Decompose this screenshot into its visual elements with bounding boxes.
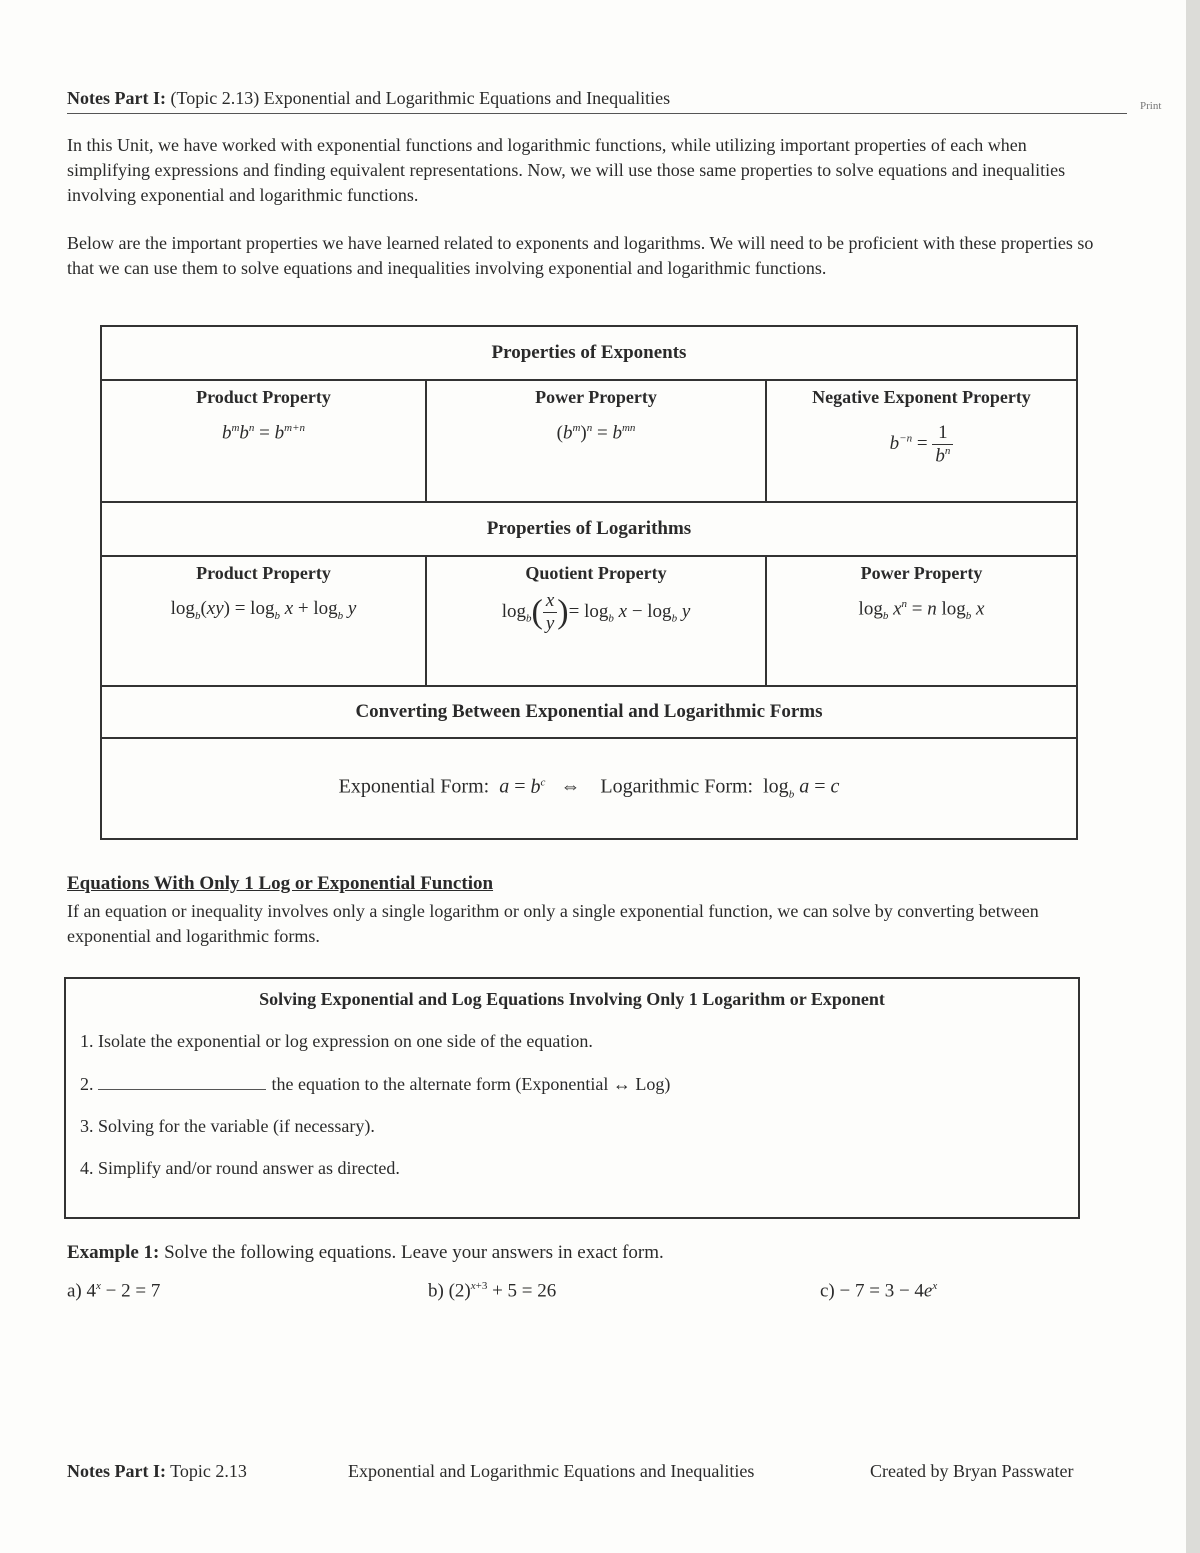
log-product-title: Product Property	[196, 563, 331, 583]
example-b-label: b)	[428, 1280, 444, 1302]
step-2-num: 2.	[80, 1074, 94, 1094]
example-a-label: a)	[67, 1280, 82, 1302]
log-product-cell	[101, 556, 426, 686]
intro-paragraph-1: In this Unit, we have worked with exponential functions and logarithmic functions, while utilizing important properties of each when simplifying expressions and finding equivalent representations. Now, we will use those same properties to solve equations and inequalities involving exponential and logarithmic functions.	[67, 135, 1066, 205]
step-1: 1. Isolate the exponential or log expression on one side of the equation.	[80, 1031, 593, 1051]
steps-box	[64, 977, 1080, 1219]
exp-power-title: Power Property	[535, 387, 657, 407]
step-2	[80, 1074, 670, 1095]
example-heading	[67, 1240, 1112, 1265]
header-rest: (Topic 2.13) Exponential and Logarithmic Equations and Inequalities	[165, 88, 671, 108]
log-header: Properties of Logarithms	[101, 502, 1077, 556]
log-quotient-formula: $\log_b$( $\frac{x}{y}$ )= $\log_b x - \log_b y$	[501, 590, 691, 634]
step-4: 4. Simplify and/or round answer as directed.	[80, 1158, 400, 1178]
exp-power-cell	[426, 380, 766, 502]
conv-header: Converting Between Exponential and Logarithmic Forms	[101, 686, 1077, 738]
steps-title: Solving Exponential and Log Equations Involving Only 1 Logarithm or Exponent	[259, 989, 885, 1009]
footer-credit: Created by Bryan Passwater	[870, 1461, 1074, 1481]
example-bold: Example 1:	[67, 1242, 160, 1263]
exp-header: Properties of Exponents	[101, 326, 1077, 380]
example-b: b) $(2)^{x+3} + 5 = 26$	[428, 1280, 557, 1302]
header-bold: Notes Part I:	[67, 88, 166, 108]
log-product-formula: $\log_b(xy) = \log_b x + \log_b y$	[170, 598, 357, 622]
section-title: Equations With Only 1 Log or Exponential Function	[67, 873, 494, 894]
log-quotient-title: Quotient Property	[525, 563, 667, 583]
exp-negative-title: Negative Exponent Property	[812, 387, 1031, 407]
log-power-cell	[766, 556, 1077, 686]
page-header	[67, 88, 1127, 114]
exp-product-formula: $b^mb^n = b^{m+n}$	[221, 422, 306, 444]
example-c: $c) - 7 = 3 - 4e^x$	[820, 1280, 938, 1302]
conv-row: Exponential Form: $a = b^c$ ⇔ Logarithmic Form: $\log_b a = c$	[101, 738, 1077, 839]
exp-form-label: Exponential Form:	[338, 775, 490, 798]
exp-negative-formula: $b^{-n}$ = $\frac{1}{b^n}$	[767, 422, 1076, 467]
example-a: a) $4^x - 2 = 7$	[67, 1280, 161, 1302]
step-3: 3. Solving for the variable (if necessary).	[80, 1116, 375, 1136]
scan-edge	[1186, 0, 1200, 1553]
exp-product-title: Product Property	[196, 387, 331, 407]
print-mark: Print	[1140, 100, 1162, 112]
log-form-label: Logarithmic Form:	[600, 775, 754, 798]
fill-in-blank[interactable]	[98, 1075, 266, 1090]
example-c-label: c)	[820, 1280, 835, 1302]
exp-power-formula: $(b^m)^n = b^{mn}$	[556, 422, 636, 444]
properties-table	[100, 325, 1078, 840]
exp-negative-cell	[766, 380, 1077, 502]
footer-left	[67, 1461, 247, 1482]
footer-title: Exponential and Logarithmic Equations and Inequalities	[348, 1461, 755, 1481]
log-power-title: Power Property	[860, 563, 983, 583]
intro-paragraph-2: Below are the important properties we have learned related to exponents and logarithms. We will need to be proficient with these properties so that we can use them to solve equations and inequalities involving exponential and logarithmic functions.	[67, 233, 1094, 278]
section-text: If an equation or inequality involves only a single logarithm or only a single exponential function, we can solve by converting between exponential and logarithmic forms.	[67, 901, 1039, 946]
step-2-text: the equation to the alternate form (Exponential ↔ Log)	[271, 1074, 671, 1094]
example-text: Solve the following equations. Leave your answers in exact form.	[159, 1242, 664, 1263]
log-power-formula: $\log_b x^n = n$ $\log_b x$	[858, 598, 985, 623]
log-quotient-cell	[426, 556, 766, 686]
footer-bold: Notes Part I:	[67, 1461, 166, 1481]
footer-topic: Topic 2.13	[165, 1461, 247, 1481]
exp-product-cell	[101, 380, 426, 502]
